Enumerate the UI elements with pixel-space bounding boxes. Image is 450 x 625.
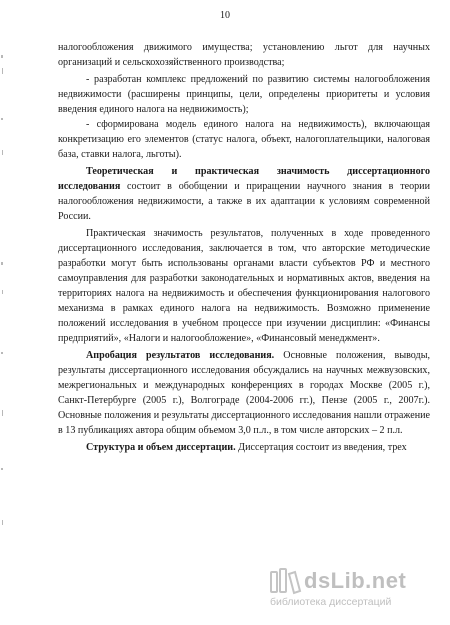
heading-approbation: Апробация результатов исследования. (86, 350, 275, 361)
paragraph-approbation (58, 348, 430, 438)
text-structure: Диссертация состоит из введения, трех (235, 442, 407, 453)
paragraph-practical: Практическая значимость результатов, полученных в ходе проведенного диссертационного исследования, заключается в том, что авторские методические разработки могут быть использованы органами власти субъектов РФ и местного самоуправления для разработки законодательных и нормативных актов, введения на территориях налога на недвижимость и обеспечения функционирования налогового механизма в рамках единого налога на недвижимость. Возможно применение положений исследования в учебном процессе при изучении дисциплин: «Финансы предприятий», «Налоги и налогообложение», «Финансовый менеджмент». (58, 228, 430, 344)
paragraph-continuation: налогообложения движимого имущества; установлению льгот для научных организаций и сельскохозяйственного производства; (58, 42, 430, 68)
heading-significance: Теоретическая и практическая значимость диссертационного исследования (58, 166, 430, 192)
dslib-watermark (268, 566, 444, 612)
text-approbation: Основные положения, выводы, результаты диссертационного исследования обсуждались на научных межвузовских, межрегиональных и международных конференциях в городах Москве (2005 г.), Санкт-Петербурге (2005 г.), Волгограде (2004-2006 гг.), Пензе (2005 г., 2007г.). Основные положения и результаты диссертационного исследования нашли отражение в 13 публикациях автора общим объемом 3,0 п.л., в том числе авторских – 2 п.л. (58, 350, 430, 436)
list-item-proposals: - разработан комплекс предложений по развитию системы налогообложения недвижимости (расширены принципы, цели, определены приоритеты и условия введения единого налога на недвижимость); (58, 74, 430, 115)
books-icon (268, 566, 302, 596)
scan-margin-marks (0, 0, 6, 620)
text-significance: состоит в обобщении и приращении научного знания в теории налогообложения недвижимости, а также в их адаптации к условиям современной России. (58, 181, 430, 222)
paragraph-structure (58, 440, 430, 455)
watermark-title: dsLib.net (304, 568, 407, 593)
document-body (58, 40, 430, 455)
paragraph-significance (58, 164, 430, 224)
page-number: 10 (220, 10, 230, 21)
watermark-subtitle: библиотека диссертаций (270, 596, 392, 608)
list-item-tax-model: - сформирована модель единого налога на недвижимость), включающая конкретизацию его элементов (статус налога, объект, налогоплательщики, налоговая база, ставки налога, льготы). (58, 119, 430, 160)
heading-structure: Структура и объем диссертации. (86, 442, 236, 453)
